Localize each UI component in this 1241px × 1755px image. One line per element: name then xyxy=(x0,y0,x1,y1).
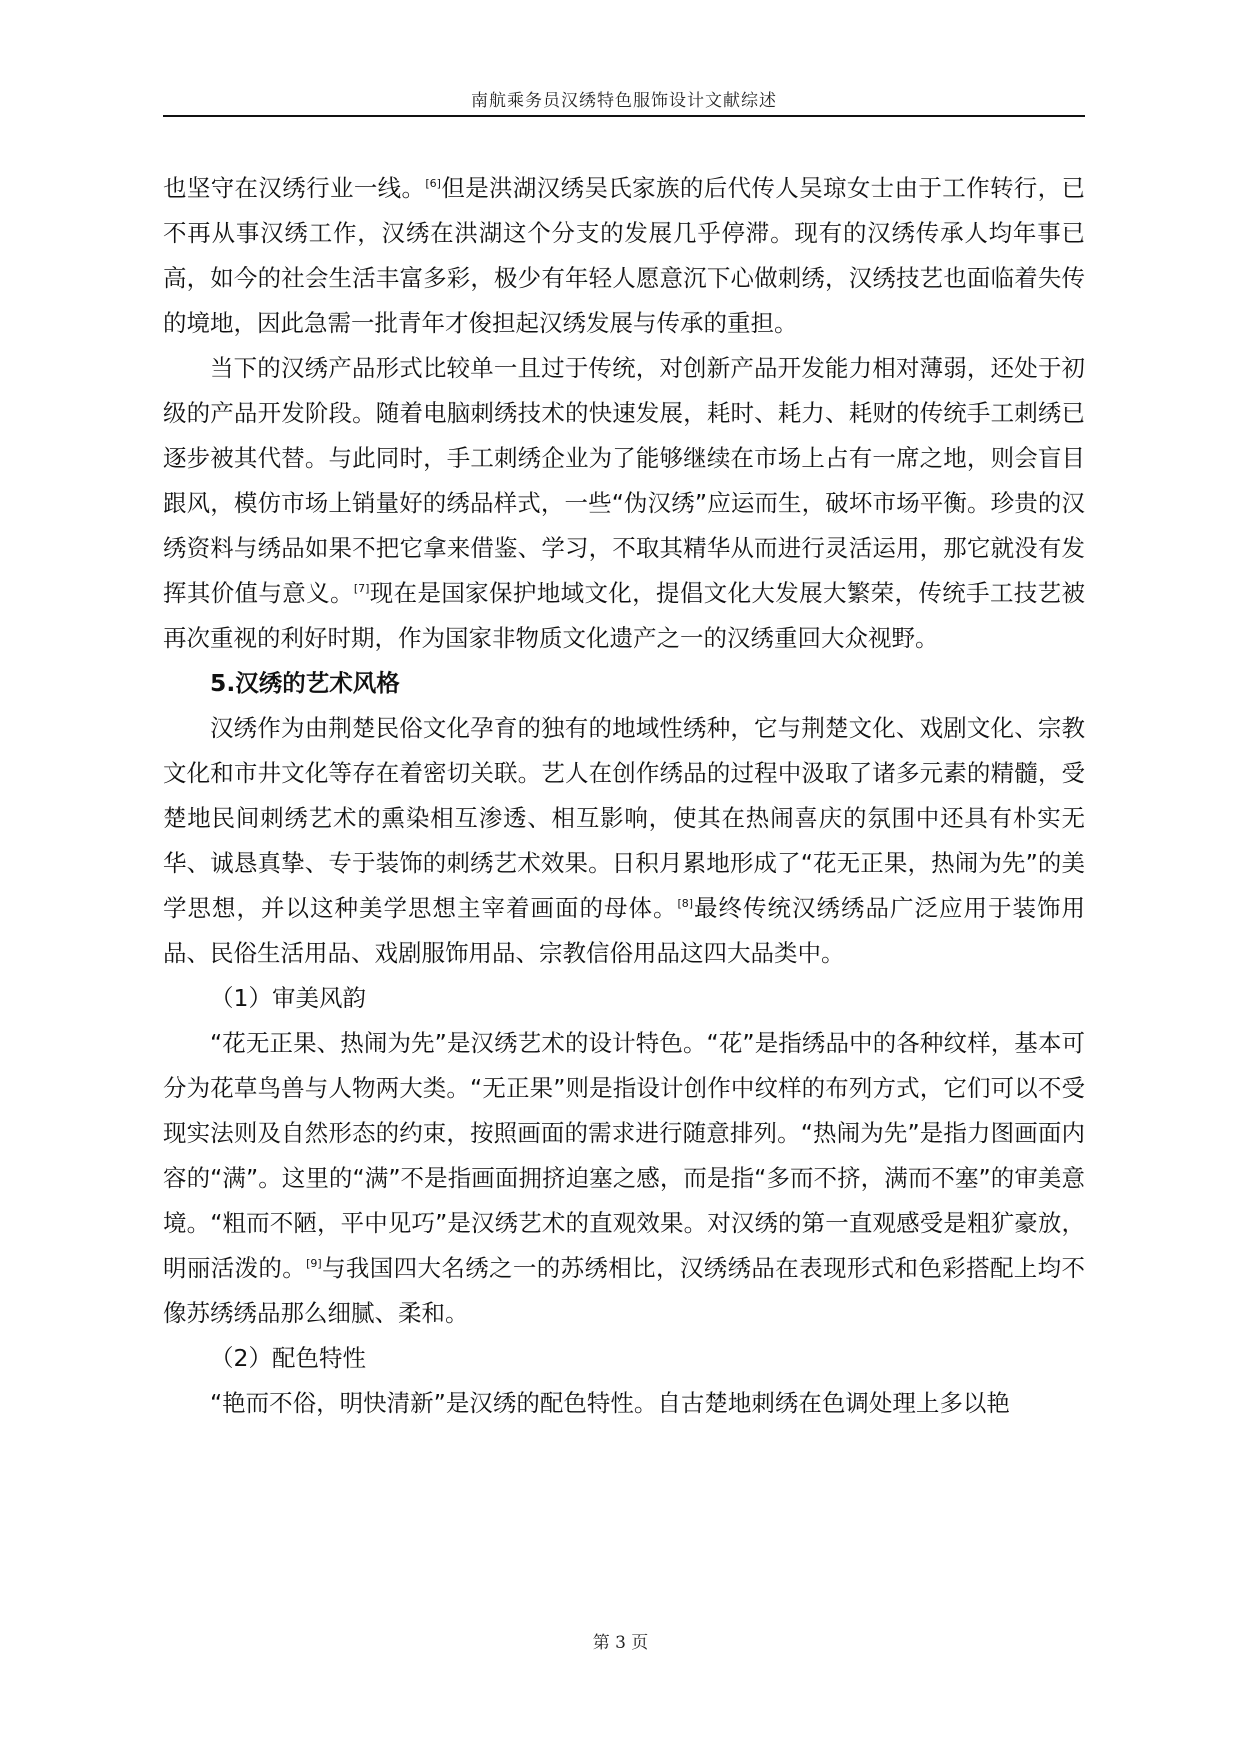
document-body xyxy=(163,166,1085,1426)
paragraph-2-text-a: 当下的汉绣产品形式比较单一且过于传统，对创新产品开发能力相对薄弱，还处于初级的产品开发阶段。随着电脑刺绣技术的快速发展，耗时、耗力、耗财的传统手工刺绣已逐步被其代替。与此同时，手工刺绣企业为了能够继续在市场上占有一席之地，则会盲目跟风，模仿市场上销量好的绣品样式，一些“伪汉绣”应运而生，破坏市场平衡。珍贵的汉绣资料与绣品如果不把它拿来借鉴、学习，不取其精华从而进行灵活运用，那它就没有发挥其价值与意义。 xyxy=(163,354,1085,607)
subheading-aesthetic: （1）审美风韵 xyxy=(210,984,366,1012)
paragraph-3-text-b: 最终传统汉绣绣品广泛应用于装饰用品、民俗生活用品、戏剧服饰用品、宗教信俗用品这四大品类中。 xyxy=(163,894,1086,967)
citation-9: [9] xyxy=(306,1257,322,1270)
citation-6: [6] xyxy=(425,177,441,190)
section-heading: 5.汉绣的艺术风格 xyxy=(210,669,400,697)
page-number: 第 3 页 xyxy=(592,1633,649,1653)
citation-8: [8] xyxy=(677,897,694,910)
paragraph-3 xyxy=(163,706,1085,976)
citation-7: [7] xyxy=(353,582,370,595)
subheading-color: （2）配色特性 xyxy=(210,1344,366,1372)
paragraph-4 xyxy=(163,1021,1085,1336)
paragraph-4-text-b: 与我国四大名绣之一的苏绣相比，汉绣绣品在表现形式和色彩搭配上均不像苏绣绣品那么细腻、柔和。 xyxy=(163,1254,1086,1327)
paragraph-1-text-a: 也坚守在汉绣行业一线。 xyxy=(163,174,426,202)
paragraph-5: “艳而不俗，明快清新”是汉绣的配色特性。自古楚地刺绣在色调处理上多以艳 xyxy=(210,1389,1010,1417)
paragraph-1 xyxy=(163,166,1085,346)
header-divider xyxy=(163,115,1085,117)
paragraph-4-text-a: “花无正果、热闹为先”是汉绣艺术的设计特色。“花”是指绣品中的各种纹样，基本可分为花草鸟兽与人物两大类。“无正果”则是指设计创作中纹样的布列方式，它们可以不受现实法则及自然形态的约束，按照画面的需求进行随意排列。“热闹为先”是指力图画面内容的“满”。这里的“满”不是指画面拥挤迫塞之感，而是指“多而不挤，满而不塞”的审美意境。“粗而不陋，平中见巧”是汉绣艺术的直观效果。对汉绣的第一直观感受是粗犷豪放，明丽活泼的。 xyxy=(163,1029,1085,1282)
paragraph-1-text-b: 但是洪湖汉绣吴氏家族的后代传人吴琼女士由于工作转行，已不再从事汉绣工作，汉绣在洪湖这个分支的发展几乎停滞。现有的汉绣传承人均年事已高，如今的社会生活丰富多彩，极少有年轻人愿意沉下心做刺绣，汉绣技艺也面临着失传的境地，因此急需一批青年才俊担起汉绣发展与传承的重担。 xyxy=(163,174,1086,337)
paragraph-3-text-a: 汉绣作为由荆楚民俗文化孕育的独有的地域性绣种，它与荆楚文化、戏剧文化、宗教文化和市井文化等存在着密切关联。艺人在创作绣品的过程中汲取了诸多元素的精髓，受楚地民间刺绣艺术的熏染相互渗透、相互影响，使其在热闹喜庆的氛围中还具有朴实无华、诚恳真挚、专于装饰的刺绣艺术效果。日积月累地形成了“花无正果，热闹为先”的美学思想，并以这种美学思想主宰着画面的母体。 xyxy=(163,714,1085,922)
running-header: 南航乘务员汉绣特色服饰设计文献综述 xyxy=(471,91,777,111)
paragraph-2-text-b: 现在是国家保护地域文化，提倡文化大发展大繁荣，传统手工技艺被再次重视的利好时期，作为国家非物质文化遗产之一的汉绣重回大众视野。 xyxy=(163,579,1086,652)
paragraph-2 xyxy=(163,346,1085,661)
